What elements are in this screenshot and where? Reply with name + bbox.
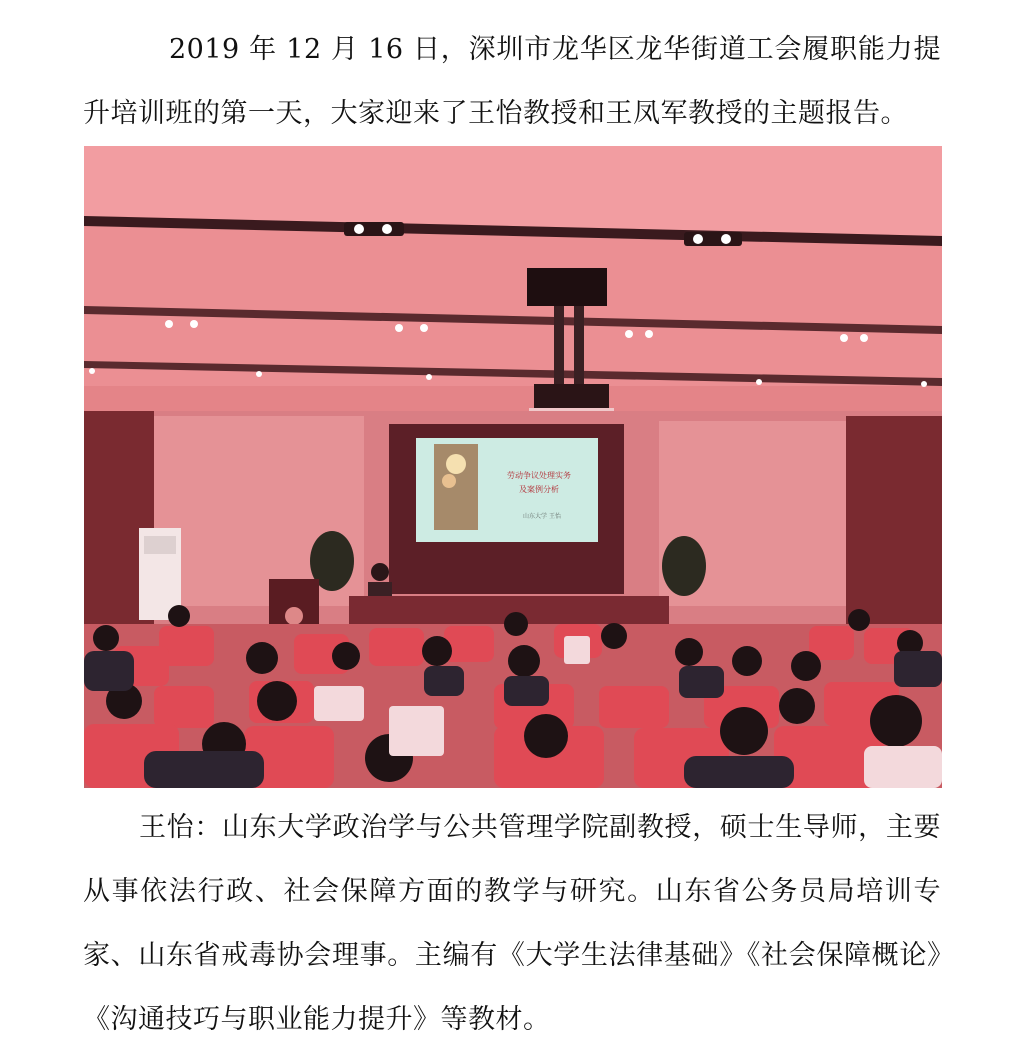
- projection-screen: [416, 438, 598, 542]
- screen-footer: 山东大学 王怡: [523, 513, 561, 520]
- screen-title-line1: 劳动争议处理实务: [507, 471, 571, 480]
- audience: [84, 605, 942, 788]
- intro-paragraph: 2019 年 12 月 16 日，深圳市龙华区龙华街道工会履职能力提升培训班的第一天，大家迎来了王怡教授和王凤军教授的主题报告。: [83, 34, 941, 129]
- screen-title-line2: 及案例分析: [519, 485, 559, 494]
- bio-paragraph: 王怡：山东大学政治学与公共管理学院副教授，硕士生导师，主要从事依法行政、社会保障方面的教学与研究。山东省公务员局培训专家、山东省戒毒协会理事。主编有《大学生法律基础》《社会保障概论》《沟通技巧与职业能力提升》等教材。: [83, 812, 941, 1035]
- lecture-photo: [84, 146, 942, 788]
